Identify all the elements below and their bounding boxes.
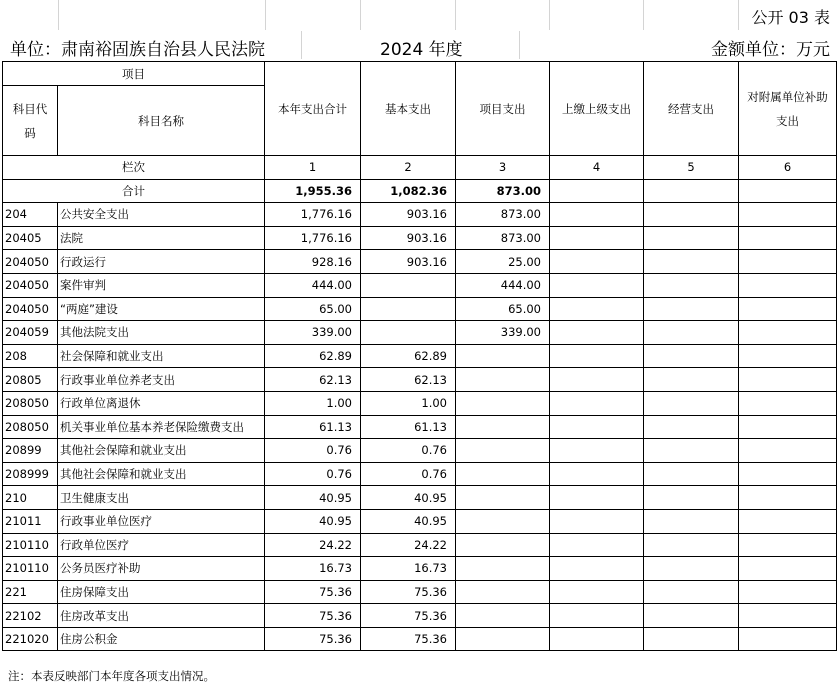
project-cell: 65.00 — [456, 297, 550, 321]
subject-name: 行政事业单位医疗 — [58, 509, 265, 533]
subject-name: 公共安全支出 — [58, 203, 265, 227]
basic-cell: 40.95 — [361, 486, 456, 510]
total-cell: 65.00 — [265, 297, 361, 321]
name-header: 科目名称 — [58, 86, 265, 156]
empty-cell — [644, 415, 739, 439]
table-row — [3, 439, 837, 463]
empty-cell — [644, 391, 739, 415]
empty-cell — [644, 273, 739, 297]
sum-row — [3, 179, 837, 203]
basic-cell: 75.36 — [361, 627, 456, 651]
empty-cell — [644, 557, 739, 581]
basic-cell: 903.16 — [361, 226, 456, 250]
empty-cell — [550, 226, 644, 250]
basic-cell: 0.76 — [361, 439, 456, 463]
project-cell — [456, 439, 550, 463]
sum-total: 1,955.36 — [265, 179, 361, 203]
report-year: 2024 年度 — [380, 40, 463, 60]
total-cell: 40.95 — [265, 486, 361, 510]
basic-cell: 1.00 — [361, 391, 456, 415]
empty-cell — [550, 627, 644, 651]
table-row — [3, 486, 837, 510]
subject-name: 其他法院支出 — [58, 321, 265, 345]
subject-name: “两庭”建设 — [58, 297, 265, 321]
empty-cell — [739, 604, 837, 628]
empty-cell — [550, 509, 644, 533]
table-row — [3, 627, 837, 651]
form-number: 公开 03 表 — [751, 8, 830, 27]
basic-cell: 75.36 — [361, 604, 456, 628]
table-row — [3, 391, 837, 415]
empty-cell — [644, 297, 739, 321]
empty-cell — [550, 462, 644, 486]
table-row — [3, 462, 837, 486]
table-row — [3, 509, 837, 533]
empty-cell — [644, 321, 739, 345]
subject-name: 卫生健康支出 — [58, 486, 265, 510]
table-row — [3, 580, 837, 604]
total-cell: 0.76 — [265, 439, 361, 463]
subject-code: 221 — [3, 580, 58, 604]
subject-name: 法院 — [58, 226, 265, 250]
subject-name: 其他社会保障和就业支出 — [58, 439, 265, 463]
empty-cell — [739, 486, 837, 510]
subject-code: 204050 — [3, 250, 58, 274]
empty-cell — [739, 627, 837, 651]
total-cell: 24.22 — [265, 533, 361, 557]
money-unit: 金额单位：万元 — [711, 40, 830, 60]
empty-cell — [739, 250, 837, 274]
subject-code: 21011 — [3, 509, 58, 533]
subject-name: 住房公积金 — [58, 627, 265, 651]
table-row — [3, 604, 837, 628]
basic-cell: 75.36 — [361, 580, 456, 604]
subject-code: 204059 — [3, 321, 58, 345]
empty-cell — [739, 462, 837, 486]
project-header: 项目支出 — [456, 62, 550, 156]
table-row — [3, 226, 837, 250]
subject-code: 210110 — [3, 557, 58, 581]
index-5: 5 — [644, 156, 739, 180]
index-1: 1 — [265, 156, 361, 180]
total-cell: 1.00 — [265, 391, 361, 415]
subject-name: 住房改革支出 — [58, 604, 265, 628]
basic-cell: 61.13 — [361, 415, 456, 439]
subject-code: 204050 — [3, 297, 58, 321]
empty-cell — [739, 557, 837, 581]
subject-code: 204050 — [3, 273, 58, 297]
project-cell: 25.00 — [456, 250, 550, 274]
empty-cell — [550, 604, 644, 628]
empty-cell — [739, 321, 837, 345]
basic-cell — [361, 321, 456, 345]
project-cell — [456, 391, 550, 415]
empty-cell — [644, 250, 739, 274]
subject-name: 行政运行 — [58, 250, 265, 274]
total-cell: 0.76 — [265, 462, 361, 486]
basic-cell — [361, 273, 456, 297]
empty-cell — [550, 273, 644, 297]
empty-cell — [644, 226, 739, 250]
empty-cell — [739, 273, 837, 297]
table-row — [3, 203, 837, 227]
subject-name: 案件审判 — [58, 273, 265, 297]
empty-cell — [550, 439, 644, 463]
empty-cell — [550, 250, 644, 274]
total-cell: 339.00 — [265, 321, 361, 345]
basic-cell: 24.22 — [361, 533, 456, 557]
total-cell: 61.13 — [265, 415, 361, 439]
subject-name: 行政事业单位养老支出 — [58, 368, 265, 392]
empty-cell — [739, 344, 837, 368]
subject-name: 行政单位离退休 — [58, 391, 265, 415]
basic-header: 基本支出 — [361, 62, 456, 156]
total-cell: 62.89 — [265, 344, 361, 368]
basic-cell — [361, 297, 456, 321]
basic-cell: 62.89 — [361, 344, 456, 368]
project-cell — [456, 462, 550, 486]
empty-cell — [550, 391, 644, 415]
subject-code: 20899 — [3, 439, 58, 463]
table-row — [3, 321, 837, 345]
total-cell: 75.36 — [265, 580, 361, 604]
unit-name: 单位：肃南裕固族自治县人民法院 — [10, 40, 265, 60]
subject-code: 208999 — [3, 462, 58, 486]
subject-name: 行政单位医疗 — [58, 533, 265, 557]
total-cell: 1,776.16 — [265, 203, 361, 227]
subject-code: 210 — [3, 486, 58, 510]
empty-cell — [644, 580, 739, 604]
empty-cell — [644, 533, 739, 557]
project-cell: 444.00 — [456, 273, 550, 297]
table-row — [3, 368, 837, 392]
table-row — [3, 415, 837, 439]
sum-basic: 1,082.36 — [361, 179, 456, 203]
empty-cell — [550, 321, 644, 345]
project-cell — [456, 415, 550, 439]
subject-name: 公务员医疗补助 — [58, 557, 265, 581]
empty-cell — [550, 368, 644, 392]
empty-cell — [644, 627, 739, 651]
empty-cell — [644, 368, 739, 392]
project-cell — [456, 368, 550, 392]
empty-cell — [739, 415, 837, 439]
top-ruler — [0, 0, 840, 30]
project-cell: 873.00 — [456, 203, 550, 227]
business-header: 经营支出 — [644, 62, 739, 156]
empty-cell — [550, 557, 644, 581]
empty-cell — [739, 580, 837, 604]
table-row — [3, 533, 837, 557]
sum-label: 合计 — [3, 179, 265, 203]
project-cell — [456, 604, 550, 628]
project-cell — [456, 509, 550, 533]
total-cell: 40.95 — [265, 509, 361, 533]
subject-name: 社会保障和就业支出 — [58, 344, 265, 368]
expenditure-table — [2, 61, 837, 651]
empty-cell — [739, 391, 837, 415]
table-row — [3, 250, 837, 274]
subject-code: 208050 — [3, 391, 58, 415]
empty-cell — [739, 533, 837, 557]
empty-cell — [739, 226, 837, 250]
index-3: 3 — [456, 156, 550, 180]
subject-code: 221020 — [3, 627, 58, 651]
empty-cell — [550, 297, 644, 321]
project-cell — [456, 486, 550, 510]
subject-name: 机关事业单位基本养老保险缴费支出 — [58, 415, 265, 439]
basic-cell: 903.16 — [361, 250, 456, 274]
subsidy-header: 对附属单位补助支出 — [739, 62, 837, 156]
superior-header: 上缴上级支出 — [550, 62, 644, 156]
total-cell: 62.13 — [265, 368, 361, 392]
empty-cell — [550, 580, 644, 604]
basic-cell: 16.73 — [361, 557, 456, 581]
total-cell: 928.16 — [265, 250, 361, 274]
subject-code: 210110 — [3, 533, 58, 557]
empty-cell — [644, 604, 739, 628]
index-label: 栏次 — [3, 156, 265, 180]
empty-cell — [644, 486, 739, 510]
index-6: 6 — [739, 156, 837, 180]
project-cell — [456, 557, 550, 581]
subject-code: 208050 — [3, 415, 58, 439]
footnote: 注：本表反映部门本年度各项支出情况。 — [8, 669, 215, 683]
empty-cell — [550, 486, 644, 510]
project-cell — [456, 533, 550, 557]
table-row — [3, 344, 837, 368]
empty-cell — [644, 203, 739, 227]
basic-cell: 0.76 — [361, 462, 456, 486]
sum-project: 873.00 — [456, 179, 550, 203]
empty-cell — [550, 533, 644, 557]
subject-code: 208 — [3, 344, 58, 368]
code-header: 科目代码 — [3, 86, 58, 156]
empty-cell — [644, 439, 739, 463]
subject-code: 22102 — [3, 604, 58, 628]
subject-code: 20805 — [3, 368, 58, 392]
total-cell: 444.00 — [265, 273, 361, 297]
empty-cell — [739, 368, 837, 392]
empty-cell — [550, 415, 644, 439]
project-cell — [456, 627, 550, 651]
subject-code: 20405 — [3, 226, 58, 250]
project-cell: 873.00 — [456, 226, 550, 250]
empty-cell — [739, 297, 837, 321]
subject-name: 住房保障支出 — [58, 580, 265, 604]
total-cell: 1,776.16 — [265, 226, 361, 250]
table-row — [3, 273, 837, 297]
basic-cell: 903.16 — [361, 203, 456, 227]
empty-cell — [644, 462, 739, 486]
empty-cell — [550, 203, 644, 227]
total-cell: 75.36 — [265, 627, 361, 651]
empty-cell — [644, 509, 739, 533]
empty-cell — [739, 509, 837, 533]
basic-cell: 62.13 — [361, 368, 456, 392]
project-cell — [456, 580, 550, 604]
subject-code: 204 — [3, 203, 58, 227]
item-header: 项目 — [3, 62, 265, 86]
total-cell: 16.73 — [265, 557, 361, 581]
table-row — [3, 557, 837, 581]
index-2: 2 — [361, 156, 456, 180]
table-row — [3, 297, 837, 321]
project-cell — [456, 344, 550, 368]
total-header: 本年支出合计 — [265, 62, 361, 156]
subject-name: 其他社会保障和就业支出 — [58, 462, 265, 486]
basic-cell: 40.95 — [361, 509, 456, 533]
empty-cell — [739, 439, 837, 463]
total-cell: 75.36 — [265, 604, 361, 628]
project-cell: 339.00 — [456, 321, 550, 345]
report-info-row — [0, 31, 840, 59]
empty-cell — [739, 203, 837, 227]
index-4: 4 — [550, 156, 644, 180]
empty-cell — [550, 344, 644, 368]
empty-cell — [644, 344, 739, 368]
